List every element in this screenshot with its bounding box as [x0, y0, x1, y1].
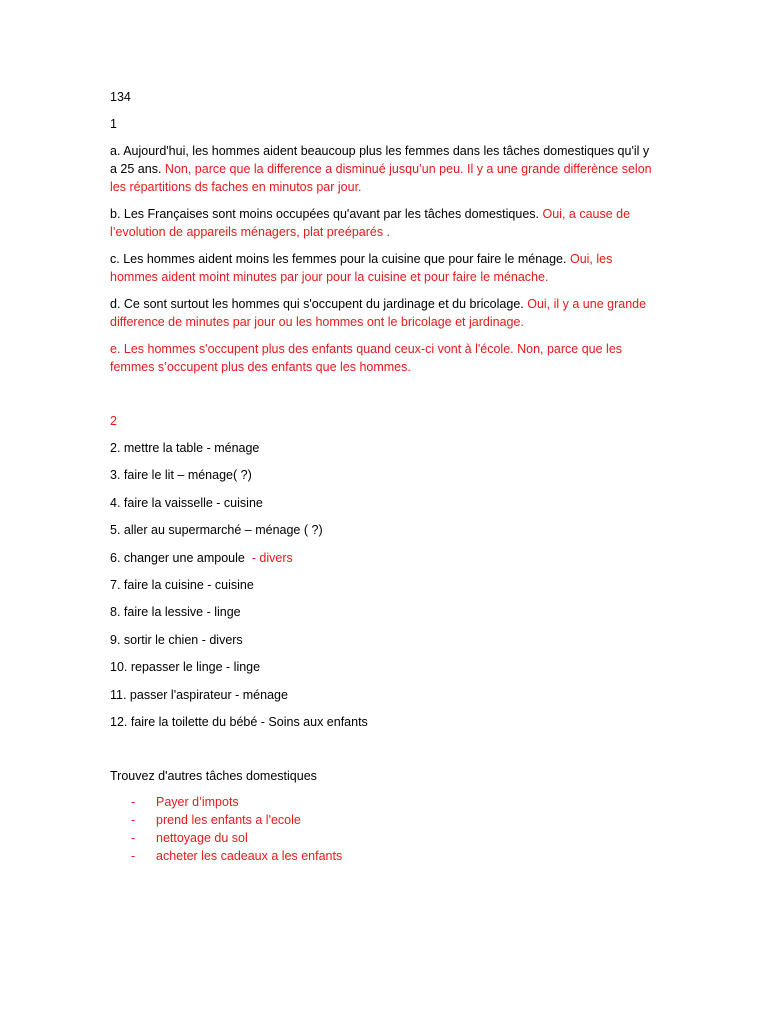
question-e-answer: e. Les hommes s'occupent plus des enfants quand ceux-ci vont à l'école. Non, parce que les femmes s’occupent plus des enfants que les hommes. [110, 342, 623, 374]
bullet-dash: - [131, 794, 136, 809]
question-b-answer: Oui, a cause de l’evolution de appareils ménagers, plat preéparés . [110, 207, 631, 239]
question-c-statement: c. Les hommes aident moins les femmes pour la cuisine que pour faire le ménage. [110, 252, 567, 266]
other-tasks-list [110, 793, 658, 865]
task-text: 6. changer une ampoule [110, 550, 249, 565]
task-item [110, 576, 658, 594]
question-a-answer: Non, parce que la difference a disminué jusqu’un peu. Il y a une grande differènce selon les répartitions ds faches en minutos par jour. [110, 162, 652, 194]
section-2-number: 2 [110, 414, 117, 428]
document-body [110, 88, 658, 865]
list-item [110, 847, 658, 865]
task-text: 8. faire la lessive - linge [110, 605, 241, 620]
list-item [110, 811, 658, 829]
task-item [110, 603, 658, 621]
task-text: 3. faire le lit – ménage( ?) [110, 468, 252, 483]
task-text: 4. faire la vaisselle - cuisine [110, 495, 263, 510]
task-item [110, 686, 658, 704]
task-text: 12. faire la toilette du bébé - Soins aux enfants [110, 714, 368, 729]
list-item-text: nettoyage du sol [156, 830, 248, 845]
task-item [110, 521, 658, 539]
task-text: 5. aller au supermarché – ménage ( ?) [110, 523, 323, 538]
question-d [110, 295, 658, 331]
task-answer: - divers [248, 550, 293, 565]
bullet-dash: - [131, 812, 136, 827]
task-item [110, 549, 658, 567]
bullet-dash: - [131, 848, 136, 863]
task-item [110, 494, 658, 512]
question-d-answer: Oui, il y a une grande difference de minutes par jour ou les hommes ont le bricolage et jardinage. [110, 297, 647, 329]
task-text: 9. sortir le chien - divers [110, 632, 243, 647]
list-item [110, 793, 658, 811]
task-text: 10. repasser le linge - linge [110, 660, 261, 675]
question-a [110, 142, 658, 196]
list-item-text: Payer d’impots [156, 794, 239, 809]
task-text: 7. faire la cuisine - cuisine [110, 577, 254, 592]
section-spacer [110, 385, 658, 412]
question-c [110, 250, 658, 286]
list-item-text: acheter les cadeaux a les enfants [156, 848, 343, 863]
task-item [110, 439, 658, 457]
task-item [110, 466, 658, 484]
question-b [110, 205, 658, 241]
question-b-statement: b. Les Françaises sont moins occupées qu'avant par les tâches domestiques. [110, 207, 540, 221]
other-tasks-title: Trouvez d'autres tâches domestiques [110, 768, 317, 783]
task-text: 2. mettre la table - ménage [110, 441, 260, 455]
question-e [110, 340, 658, 376]
task-item [110, 713, 658, 731]
section-1-number: 1 [110, 117, 117, 131]
bullet-dash: - [131, 830, 136, 845]
question-a-statement: a. Aujourd'hui, les hommes aident beaucoup plus les femmes dans les tâches domestiques qu'il y a 25 ans. [110, 144, 650, 176]
task-list [110, 439, 658, 731]
list-item [110, 829, 658, 847]
page-number: 134 [110, 90, 131, 104]
list-item-text: prend les enfants a l'ecole [156, 812, 301, 827]
task-item [110, 631, 658, 649]
task-text: 11. passer l'aspirateur - ménage [110, 687, 288, 702]
question-d-statement: d. Ce sont surtout les hommes qui s'occupent du jardinage et du bricolage. [110, 297, 524, 311]
question-c-answer: Oui, les hommes aident moint minutes par jour pour la cuisine et pour faire le ménache. [110, 252, 613, 284]
task-item [110, 658, 658, 676]
